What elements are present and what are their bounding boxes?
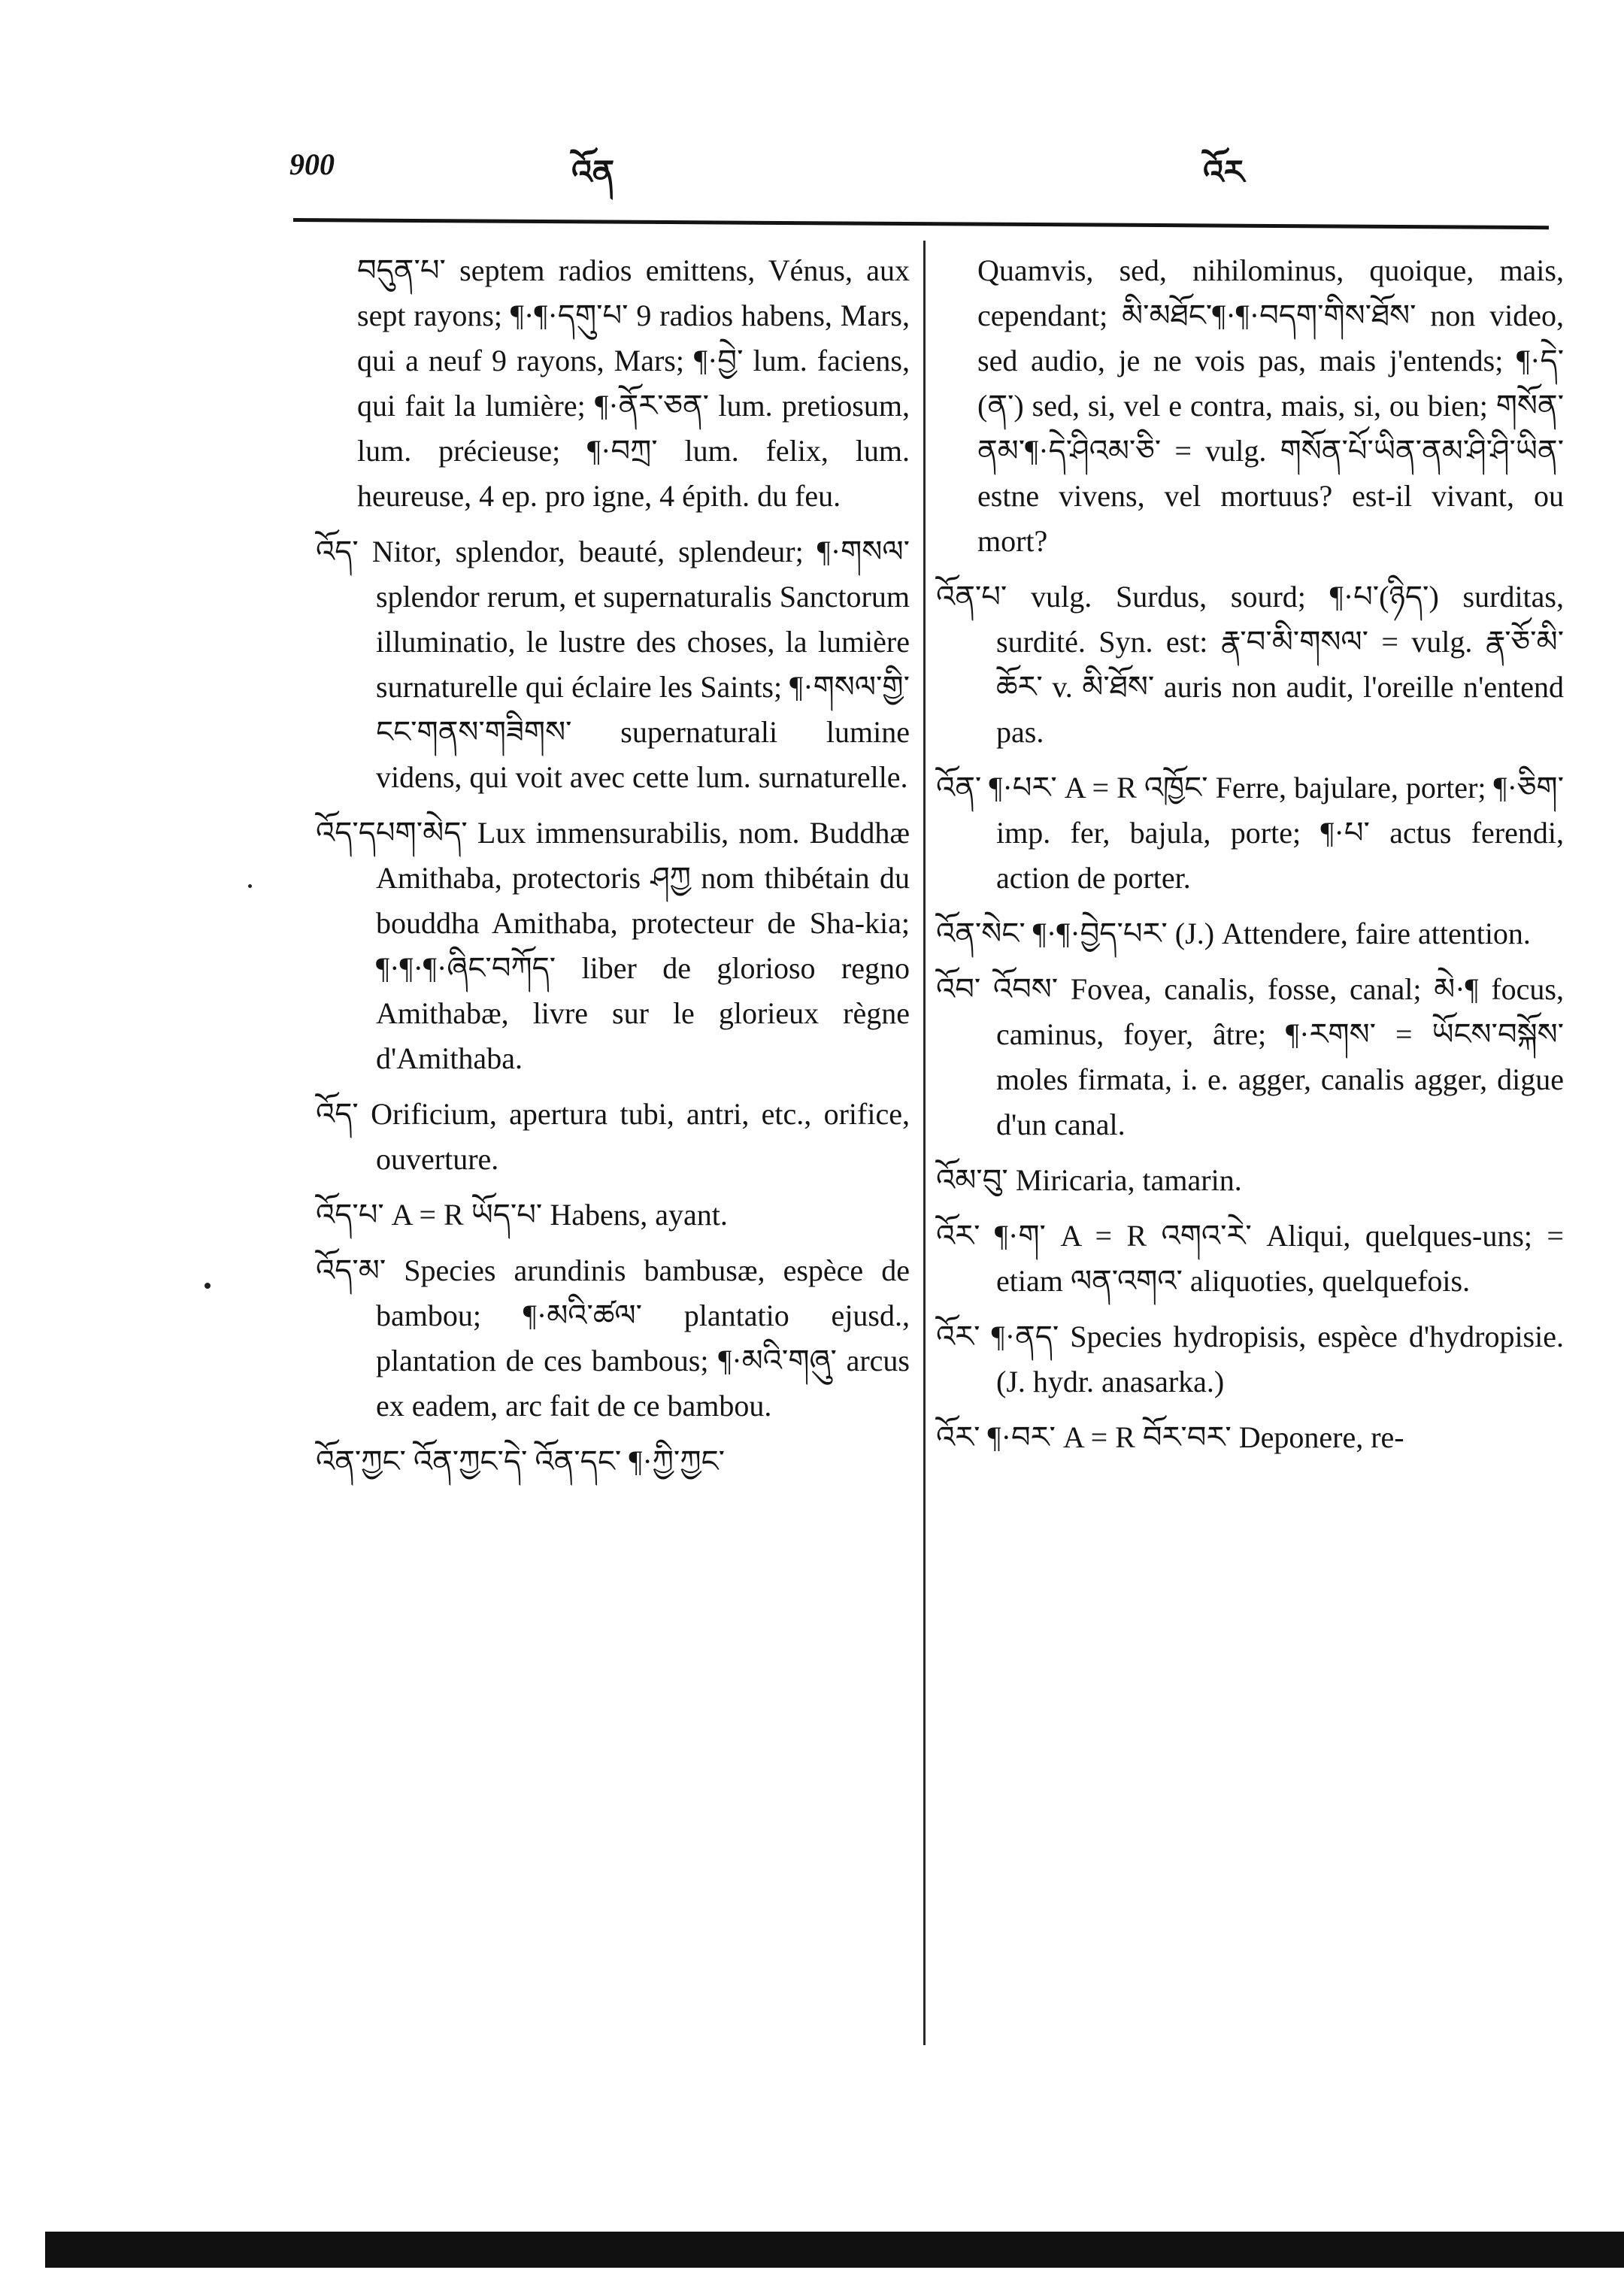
dictionary-entry: འོར་ ¶·ག་ A = R འགའ་རེ་ Aliqui, quelques-uns; = etiam ལན་འགའ་ aliquoties, quelquefois.	[936, 1219, 1564, 1298]
running-head-left: འོན	[571, 153, 615, 192]
dictionary-entry: འོན་སེང་ ¶·¶·བྱེད་པར་ (J.) Attendere, faire attention.	[936, 917, 1531, 950]
dictionary-entry: འོད་པ་ A = R ཡོད་པ་ Habens, ayant.	[316, 1198, 728, 1232]
stray-mark	[205, 1283, 211, 1289]
dictionary-entry: འོར་ ¶·ནད་ Species hydropisis, espèce d'hydropisie. (J. hydr. anasarka.)	[936, 1320, 1564, 1399]
dictionary-entry: འོན་པ་ vulg. Surdus, sourd; ¶·པ་(ཉིད་) surditas, surdité. Syn. est: རྣ་བ་མི་གསལ་ = vulg. རྣ་ཅོ་མི་ཆོར་ v. མི་ཐོས་ auris non audit, l'oreille n'entend pas.	[936, 580, 1564, 749]
dictionary-entry: Quamvis, sed, nihilominus, quoique, mais, cependant; མི་མཐོང་¶·¶·བདག་གིས་ཐོས་ non video, sed audio, je ne vois pas, mais j'entends; ¶·དེ་(ན་) sed, si, vel e contra, mais, si, ou bien; གསོན་ནམ་¶·དེ་ཤིའམ་ཅི་ = vulg. གསོན་པོ་ཡིན་ནམ་ཤི་ཤི་ཡིན་ estne vivens, vel mortuus? est-il vivant, ou mort?	[977, 253, 1564, 558]
left-column	[316, 248, 910, 1495]
dictionary-entry: འོད་དཔག་མེད་ Lux immensurabilis, nom. Buddhæ Amithaba, protectoris ཤཀྱ nom thibétain du bouddha Amithaba, protecteur de Sha-kia; ¶·¶·¶·ཞིང་བཀོད་ liber de glorioso regno Amithabæ, livre sur le glorieux règne d'Amithaba.	[316, 816, 910, 1075]
header-rule	[293, 218, 1549, 229]
stray-mark	[248, 884, 252, 888]
scan-border-band	[45, 2232, 1624, 2268]
dictionary-entry: འོད་ Orificium, apertura tubi, antri, etc., orifice, ouverture.	[316, 1097, 910, 1176]
page-number: 900	[289, 147, 335, 181]
dictionary-entry: འོད་ Nitor, splendor, beauté, splendeur; ¶·གསལ་ splendor rerum, et supernaturalis Sanctorum illuminatio, le lustre des choses, la lumière surnaturelle qui éclaire les Saints; ¶·གསལ་གྱི་ངང་གནས་གཟིགས་ supernaturali lumine videns, qui voit avec cette lum. surnaturelle.	[316, 535, 910, 794]
running-head-right: འོར	[1203, 153, 1245, 192]
dictionary-entry: འོན་ ¶·པར་ A = R འཁྱོང་ Ferre, bajulare, porter; ¶·ཅིག་ imp. fer, bajula, porte; ¶·པ་ actus ferendi, action de porter.	[936, 771, 1564, 895]
column-divider	[923, 241, 926, 2045]
dictionary-entry: འོན་ཀྱང་ འོན་ཀྱང་དེ་ འོན་དང་ ¶·ཀྱི་ཀྱང་	[316, 1444, 725, 1478]
dictionary-entry: འོད་མ་ Species arundinis bambusæ, espèce de bambou; ¶·མའི་ཚལ་ plantatio ejusd., plantation de ces bambous; ¶·མའི་གཞུ་ arcus ex eadem, arc fait de ce bambou.	[316, 1253, 910, 1423]
dictionary-entry: འོམ་བུ་ Miricaria, tamarin.	[936, 1163, 1242, 1197]
dictionary-entry: འོབ་ འོབས་ Fovea, canalis, fosse, canal; མེ·¶ focus, caminus, foyer, âtre; ¶·རགས་ = ཡོངས་བསྐོས་ moles firmata, i. e. agger, canalis agger, digue d'un canal.	[936, 972, 1564, 1141]
dictionary-entry: འོར་ ¶·བར་ A = R བོར་བར་ Deponere, re-	[936, 1420, 1404, 1454]
dictionary-entry: བདུན་པ་ septem radios emittens, Vénus, aux sept rayons; ¶·¶·དགུ་པ་ 9 radios habens, Mars, qui a neuf 9 rayons, Mars; ¶·བྱེ་ lum. faciens, qui fait la lumière; ¶·ནོར་ཅན་ lum. pretiosum, lum. précieuse; ¶·བཀྲ་ lum. felix, lum. heureuse, 4 ep. pro igne, 4 épith. du feu.	[357, 253, 910, 513]
right-column	[936, 248, 1564, 1471]
